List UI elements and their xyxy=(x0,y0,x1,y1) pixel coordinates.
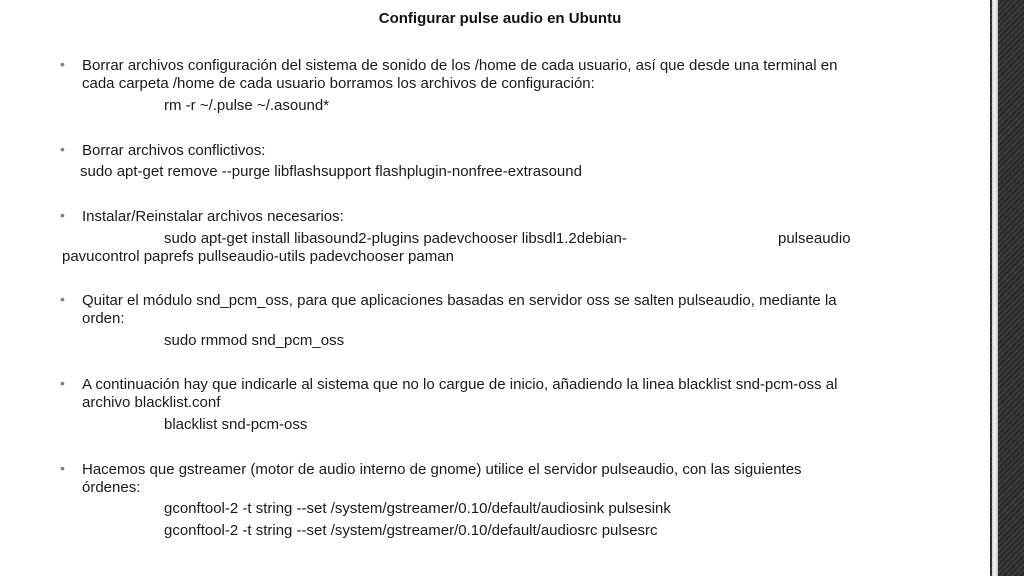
bullet-text: Quitar el módulo snd_pcm_oss, para que aplicaciones basadas en servidor oss se salten pulseaudio, mediante la xyxy=(82,292,837,309)
bullet-icon: • xyxy=(60,141,65,157)
bullet-icon: • xyxy=(60,291,65,307)
command-text: pavucontrol paprefs pullseaudio-utils padevchooser paman xyxy=(62,248,454,265)
command-text: gconftool-2 -t string --set /system/gstreamer/0.10/default/audiosrc pulsesrc xyxy=(164,522,658,539)
bullet-text: archivo blacklist.conf xyxy=(82,394,221,411)
command-text: sudo apt-get install libasound2-plugins padevchooser libsdl1.2debian- xyxy=(164,230,627,247)
bullet-text: Borrar archivos configuración del sistema de sonido de los /home de cada usuario, así que desde una terminal en xyxy=(82,57,838,74)
bullet-text: orden: xyxy=(82,310,125,327)
bullet-text: Borrar archivos conflictivos: xyxy=(82,142,266,159)
command-text: pulseaudio xyxy=(778,230,851,247)
command-text: rm -r ~/.pulse ~/.asound* xyxy=(164,97,330,114)
decorative-side-border xyxy=(990,0,1024,576)
bullet-icon: • xyxy=(60,56,65,72)
command-text: blacklist snd-pcm-oss xyxy=(164,416,308,433)
bullet-icon: • xyxy=(60,207,65,223)
bullet-icon: • xyxy=(60,460,65,476)
bullet-icon: • xyxy=(60,375,65,391)
bullet-text: Hacemos que gstreamer (motor de audio interno de gnome) utilice el servidor pulseaudio, con las siguientes xyxy=(82,461,802,478)
command-text: sudo apt-get remove --purge libflashsupport flashplugin-nonfree-extrasound xyxy=(80,163,582,180)
bullet-text: órdenes: xyxy=(82,479,141,496)
slide-title: Configurar pulse audio en Ubuntu xyxy=(378,10,622,27)
command-text: sudo rmmod snd_pcm_oss xyxy=(164,332,345,349)
command-text: gconftool-2 -t string --set /system/gstreamer/0.10/default/audiosink pulsesink xyxy=(164,500,671,517)
bullet-text: A continuación hay que indicarle al sistema que no lo cargue de inicio, añadiendo la linea blacklist snd-pcm-oss al xyxy=(82,376,838,393)
bullet-text: cada carpeta /home de cada usuario borramos los archivos de configuración: xyxy=(82,75,595,92)
bullet-text: Instalar/Reinstalar archivos necesarios: xyxy=(82,208,344,225)
